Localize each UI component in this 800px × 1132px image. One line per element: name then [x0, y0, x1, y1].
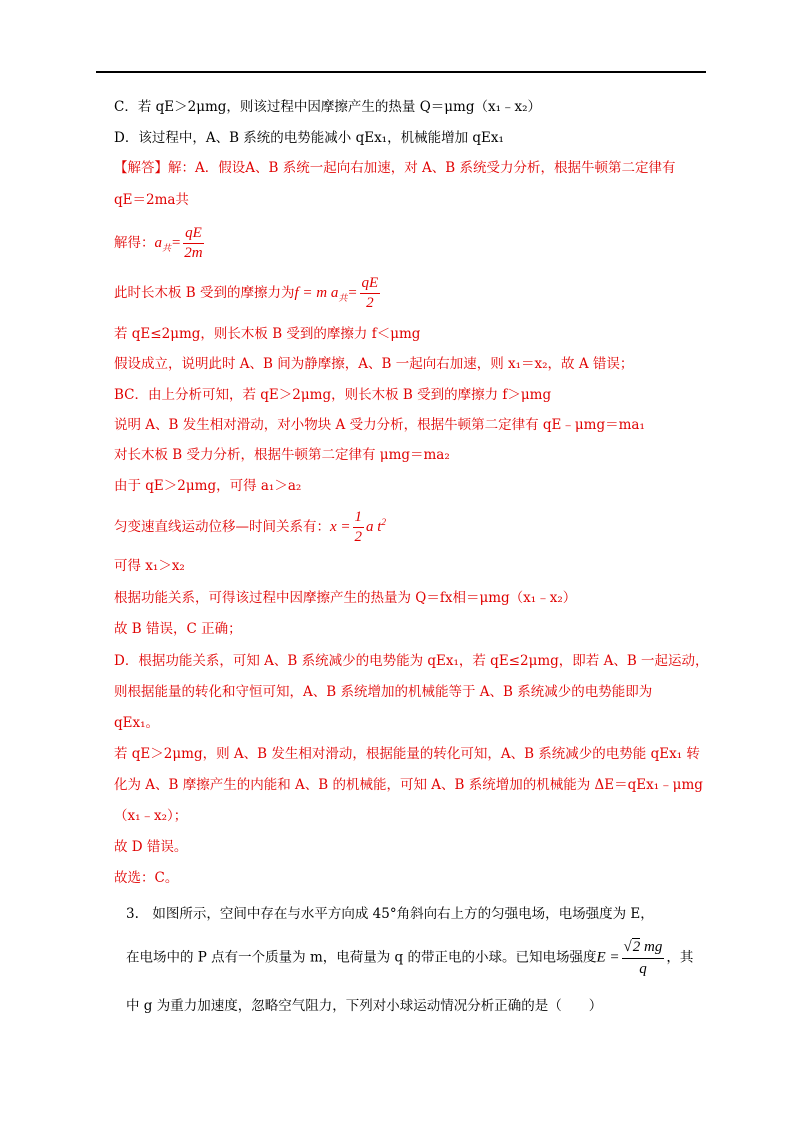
answer-intro: 【解答】解：A．假设A、B 系统一起向右加速，对 A、B 系统受力分析，根据牛顿第二定律有 — [114, 160, 676, 176]
fraction-half: $\frac{1}{2}$ — [354, 509, 363, 545]
final-choice: 故选：C。 — [114, 870, 179, 886]
d-line-4: 若 qE＞2μmg，则 A、B 发生相对滑动，根据能量的转化可知，A、B 系统减少的电势能 qEx₁ 转 — [114, 746, 700, 762]
answer-tag: 【解答】 — [114, 160, 168, 176]
d-line-6: （x₁﹣x₂）； — [114, 808, 188, 824]
assumption: 假设成立，说明此时 A、B 间为静摩擦，A、B 一起向右加速，则 x₁＝x₂，故 A 错误； — [114, 356, 634, 372]
board-analysis: 对长木板 B 受力分析，根据牛顿第二定律有 μmg＝ma₂ — [114, 447, 450, 463]
d-line-5: 化为 A、B 摩擦产生的内能和 A、B 的机械能，可知 A、B 系统增加的机械能为 ΔE＝qEx₁﹣μmg — [114, 777, 703, 793]
acceleration-compare: 由于 qE＞2μmg，可得 a₁＞a₂ — [114, 478, 302, 494]
formula-friction: f = m $a_共=$ — [294, 285, 358, 303]
bc-analysis: BC．由上分析可知，若 qE＞2μmg，则长木板 B 受到的摩擦力 f＞μmg — [114, 387, 552, 403]
formula-a-common: $a_共=$ — [154, 235, 182, 253]
heat-line: 根据功能关系，可得该过程中因摩擦产生的热量为 Q＝fx相＝μmg（x₁﹣x₂） — [114, 590, 577, 606]
d-line-1: D．根据功能关系，可知 A、B 系统减少的电势能为 qEx₁，若 qE≤2μmg，即若 A、B 一起运动， — [114, 653, 709, 669]
question-3-line-1: 3. 如图所示，空间中存在与水平方向成 45°角斜向右上方的匀强电场，电场强度为 E， — [126, 906, 654, 922]
formula-displacement: x = — [330, 519, 351, 535]
option-c: C．若 qE＞2μmg，则该过程中因摩擦产生的热量 Q＝μmg（x₁﹣x₂） — [114, 99, 542, 115]
condition-1: 若 qE≤2μmg，则长木板 B 受到的摩擦力 f＜μmg — [114, 326, 421, 342]
d-line-3: qEx₁。 — [114, 715, 160, 731]
fraction-qe-2: $\frac{qE}{2}$ — [361, 275, 379, 311]
kinematics-line: 匀变速直线运动位移—时间关系有：x = $\frac{1}{2}$ a $t^2$ — [114, 509, 386, 545]
solve-line: 解得：$a_共=$ $\frac{qE}{2m}$ — [114, 225, 203, 261]
d-conclusion: 故 D 错误。 — [114, 839, 188, 855]
question-3-line-3: 中 g 为重力加速度，忽略空气阻力，下列对小球运动情况分析正确的是（ ） — [126, 998, 603, 1014]
fraction-qe-2m: $\frac{qE}{2m}$ — [184, 225, 203, 261]
friction-line: 此时长木板 B 受到的摩擦力为f = m $a_共=$ $\frac{qE}{2}$ — [114, 275, 379, 311]
relative-slide: 说明 A、B 发生相对滑动，对小物块 A 受力分析，根据牛顿第二定律有 qE﹣μmg＝ma₁ — [114, 417, 645, 433]
header-rule — [96, 71, 706, 73]
equation-1: qE＝2ma共 — [114, 192, 189, 208]
x-compare: 可得 x₁＞x₂ — [114, 558, 185, 574]
d-line-2: 则根据能量的转化和守恒可知，A、B 系统增加的机械能等于 A、B 系统减少的电势能即为 — [114, 684, 653, 700]
formula-field-strength: E = — [596, 949, 620, 966]
b-conclusion: 故 B 错误，C 正确； — [114, 621, 242, 637]
fraction-sqrt2mg-q: $\frac{√2 mg}{q}$ — [623, 939, 663, 977]
question-3-line-2: 在电场中的 P 点有一个质量为 m，电荷量为 q 的带正电的小球。已知电场强度E = $\frac{√2 mg}{q}$ ，其 — [126, 939, 694, 977]
option-d: D．该过程中，A、B 系统的电势能减小 qEx₁，机械能增加 qEx₁ — [114, 130, 504, 146]
